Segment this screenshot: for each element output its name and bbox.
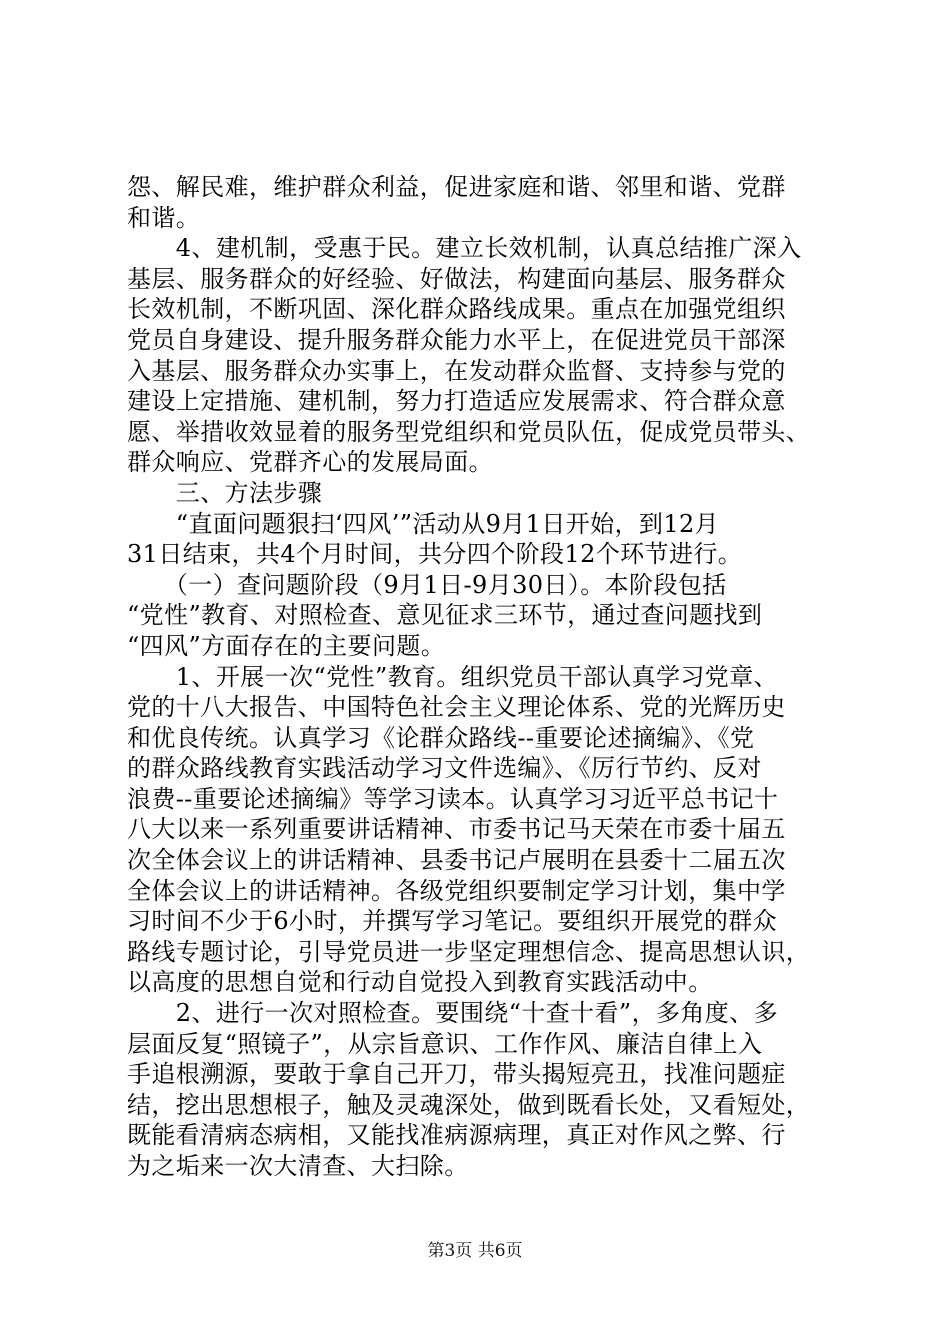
- text-line: 结，挖出思想根子，触及灵魂深处，做到既看长处，又看短处，: [127, 1090, 811, 1119]
- text-line: 层面反复“照镜子”，从宗旨意识、工作作风、廉洁自律上入: [127, 1029, 763, 1058]
- page-number-footer: 第3页 共6页: [427, 1241, 523, 1261]
- text-line: 入基层、服务群众办实事上，在发动群众监督、支持参与党的: [127, 356, 786, 385]
- text-line: （一）查问题阶段（9月1日-9月30日）。本阶段包括: [127, 570, 727, 599]
- text-line: 浪费--重要论述摘编》等学习读本。认真学习习近平总书记十: [127, 784, 779, 813]
- text-line: 次全体会议上的讲话精神、县委书记卢展明在县委十二届五次: [127, 846, 786, 875]
- text-line: 习时间不少于6小时，并撰写学习笔记。要组织开展党的群众: [127, 907, 778, 936]
- text-line: 以高度的思想自觉和行动自觉投入到教育实践活动中。: [127, 968, 713, 997]
- text-line: 1、开展一次“党性”教育。组织党员干部认真学习党章、: [127, 662, 779, 691]
- text-line: 31日结束，共4个月时间，共分四个阶段12个环节进行。: [127, 540, 743, 569]
- text-line: 长效机制，不断巩固、深化群众路线成果。重点在加强党组织: [127, 295, 786, 324]
- section-heading: 三、方法步骤: [127, 478, 323, 507]
- text-line: 党的十八大报告、中国特色社会主义理论体系、党的光辉历史: [127, 693, 786, 722]
- text-line: 全体会议上的讲话精神。各级党组织要制定学习计划，集中学: [127, 876, 786, 905]
- text-line: “直面问题狠扫‘四风’”活动从9月1日开始，到12月: [127, 509, 720, 538]
- text-line: 和谐。: [127, 203, 201, 232]
- document-body: [127, 172, 827, 1182]
- text-line: 群众响应、党群齐心的发展局面。: [127, 448, 493, 477]
- text-line: “四风”方面存在的主要问题。: [127, 631, 446, 660]
- text-line: 为之垢来一次大清查、大扫除。: [127, 1152, 469, 1180]
- text-line: 路线专题讨论，引导党员进一步坚定理想信念、提高思想认识，: [127, 937, 811, 966]
- text-line: 的群众路线教育实践活动学习文件选编》、《厉行节约、反对: [127, 754, 762, 783]
- text-line: 2、进行一次对照检查。要围绕“十查十看”，多角度、多: [127, 999, 779, 1028]
- text-line: 建设上定措施、建机制，努力打造适应发展需求、符合群众意: [127, 387, 786, 416]
- text-line: 和优良传统。认真学习《论群众路线--重要论述摘编》、《党: [127, 723, 755, 752]
- text-line: 基层、服务群众的好经验、好做法，构建面向基层、服务群众: [127, 264, 786, 293]
- text-line: “党性”教育、对照检查、意见征求三环节，通过查问题找到: [127, 601, 763, 630]
- text-line: 4、建机制，受惠于民。建立长效机制，认真总结推广深入: [127, 234, 802, 263]
- text-line: 党员自身建设、提升服务群众能力水平上，在促进党员干部深: [127, 325, 786, 354]
- text-line: 愿、举措收效显着的服务型党组织和党员队伍，促成党员带头、: [127, 417, 811, 446]
- text-line: 既能看清病态病相，又能找准病源病理，真正对作风之弊、行: [127, 1121, 786, 1150]
- text-line: 八大以来一系列重要讲话精神、市委书记马天荣在市委十届五: [127, 815, 786, 844]
- text-line: 怨、解民难，维护群众利益，促进家庭和谐、邻里和谐、党群: [127, 173, 786, 201]
- text-line: 手追根溯源，要敢于拿自己开刀，带头揭短亮丑，找准问题症: [127, 1060, 786, 1089]
